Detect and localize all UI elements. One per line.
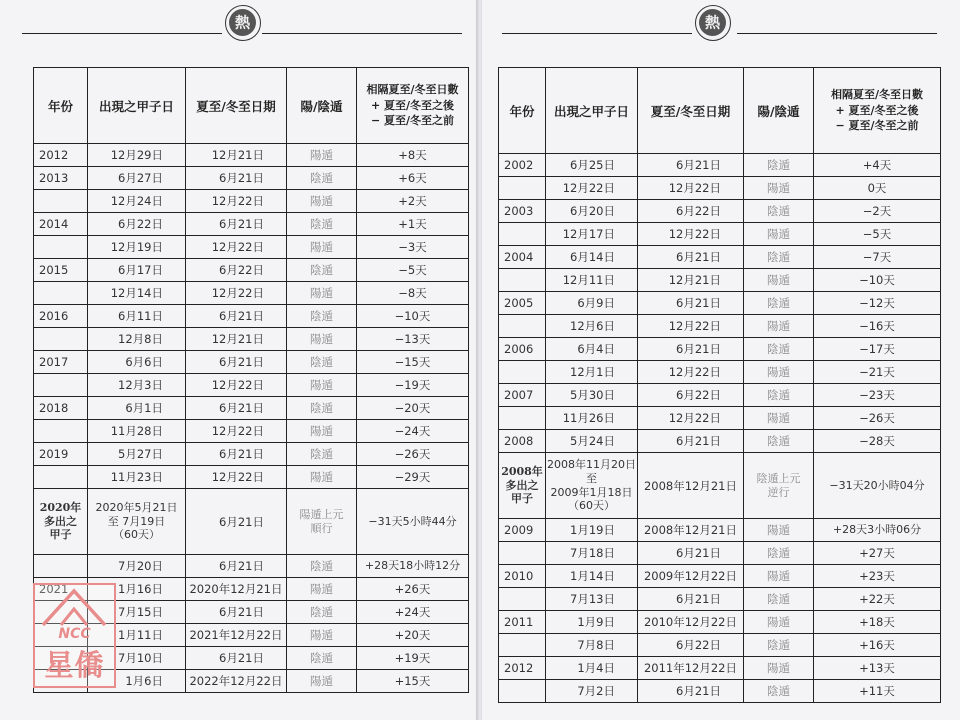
year-cell: 2011	[499, 611, 546, 634]
dun-cell: 陰遁	[287, 443, 357, 466]
ncc-watermark	[33, 583, 116, 688]
dun-cell: 陽遁	[287, 236, 357, 259]
table-row	[34, 374, 469, 397]
dun-cell: 陽遁	[287, 144, 357, 167]
interval-cell: −2天	[814, 200, 941, 223]
ncc-roof-logo-icon	[35, 585, 114, 630]
year-cell	[34, 555, 88, 578]
solstice-date-cell: 6月21日	[638, 246, 744, 269]
jiazi-day-cell: 12月19日	[88, 236, 186, 259]
table-row	[499, 292, 941, 315]
table-row	[499, 361, 941, 384]
interval-cell: +22天	[814, 588, 941, 611]
dun-cell: 陰遁上元 逆行	[744, 453, 814, 519]
table-row	[34, 190, 469, 213]
table-row	[499, 338, 941, 361]
interval-cell: −23天	[814, 384, 941, 407]
dun-cell: 陰遁	[287, 647, 357, 670]
solstice-date-cell: 6月21日	[186, 555, 287, 578]
jiazi-day-cell: 1月19日	[546, 519, 638, 542]
jiazi-day-cell: 6月9日	[546, 292, 638, 315]
dun-cell: 陰遁	[744, 430, 814, 453]
interval-cell: −29天	[357, 466, 469, 489]
dun-cell: 陽遁	[287, 190, 357, 213]
solstice-date-cell: 12月22日	[638, 361, 744, 384]
interval-cell: −26天	[814, 407, 941, 430]
year-cell: 2020年 多出之 甲子	[34, 489, 88, 555]
right-table	[498, 67, 941, 703]
dun-cell: 陰遁	[287, 259, 357, 282]
col-header-interval	[357, 68, 469, 144]
year-cell	[34, 236, 88, 259]
dun-cell: 陽遁	[744, 407, 814, 430]
dun-cell: 陽遁	[287, 328, 357, 351]
solstice-date-cell: 12月22日	[638, 407, 744, 430]
watermark-text-en: NCC	[58, 626, 91, 642]
table-row	[34, 213, 469, 236]
interval-cell: +28天3小時06分	[814, 519, 941, 542]
solstice-date-cell: 12月22日	[186, 282, 287, 305]
jiazi-day-cell: 6月1日	[88, 397, 186, 420]
table-row	[499, 565, 941, 588]
header-rule-left	[22, 33, 222, 34]
interval-cell: −3天	[357, 236, 469, 259]
table-header-row	[499, 68, 941, 154]
dun-cell: 陽遁	[287, 578, 357, 601]
dun-cell: 陽遁	[744, 519, 814, 542]
year-cell	[499, 315, 546, 338]
interval-cell: −20天	[357, 397, 469, 420]
solstice-date-cell: 6月21日	[186, 601, 287, 624]
year-cell: 2009	[499, 519, 546, 542]
solstice-date-cell: 6月21日	[186, 397, 287, 420]
interval-cell: −26天	[357, 443, 469, 466]
jiazi-day-cell: 11月28日	[88, 420, 186, 443]
solstice-date-cell: 12月21日	[638, 269, 744, 292]
jiazi-day-cell: 12月14日	[88, 282, 186, 305]
jiazi-day-cell: 12月11日	[546, 269, 638, 292]
table-row	[34, 328, 469, 351]
jiazi-day-cell: 7月2日	[546, 680, 638, 703]
col-header-dun: 陽/陰遁	[287, 68, 357, 144]
solstice-date-cell: 6月21日	[186, 167, 287, 190]
dun-cell: 陽遁	[287, 420, 357, 443]
dun-cell: 陽遁	[744, 269, 814, 292]
interval-cell: −15天	[357, 351, 469, 374]
dun-cell: 陽遁	[744, 565, 814, 588]
year-cell: 2015	[34, 259, 88, 282]
dun-cell: 陰遁	[287, 397, 357, 420]
jiazi-day-cell: 5月30日	[546, 384, 638, 407]
interval-cell: +11天	[814, 680, 941, 703]
table-row	[499, 634, 941, 657]
solstice-date-cell: 2022年12月22日	[186, 670, 287, 693]
table-row	[34, 443, 469, 466]
dun-cell: 陽遁	[287, 670, 357, 693]
solstice-date-cell: 6月22日	[638, 200, 744, 223]
dun-cell: 陽遁	[287, 466, 357, 489]
dun-cell: 陰遁	[287, 305, 357, 328]
interval-cell: −21天	[814, 361, 941, 384]
jiazi-day-cell: 6月20日	[546, 200, 638, 223]
solstice-date-cell: 6月22日	[186, 259, 287, 282]
year-cell	[499, 680, 546, 703]
interval-cell: +8天	[357, 144, 469, 167]
solstice-date-cell: 12月22日	[186, 190, 287, 213]
table-row	[34, 282, 469, 305]
dun-cell: 陰遁	[744, 292, 814, 315]
jiazi-day-cell: 1月9日	[546, 611, 638, 634]
dun-cell: 陰遁	[744, 542, 814, 565]
dun-cell: 陰遁	[287, 351, 357, 374]
interval-cell: −24天	[357, 420, 469, 443]
year-cell: 2008年 多出之 甲子	[499, 453, 546, 519]
solstice-date-cell: 6月22日	[638, 634, 744, 657]
col-header-interval	[814, 68, 941, 154]
solstice-date-cell: 12月22日	[186, 236, 287, 259]
dun-cell: 陰遁	[744, 384, 814, 407]
solstice-date-cell: 6月21日	[186, 489, 287, 555]
col-header-solstice-date: 夏至/冬至日期	[638, 68, 744, 154]
solstice-date-cell: 6月21日	[638, 430, 744, 453]
year-cell	[499, 223, 546, 246]
table-row	[34, 167, 469, 190]
interval-cell: −28天	[814, 430, 941, 453]
interval-cell: −12天	[814, 292, 941, 315]
table-row	[34, 466, 469, 489]
jiazi-day-cell: 1月4日	[546, 657, 638, 680]
solstice-date-cell: 2009年12月22日	[638, 565, 744, 588]
solstice-date-cell: 2020年12月21日	[186, 578, 287, 601]
jiazi-day-cell: 12月1日	[546, 361, 638, 384]
dun-cell: 陰遁	[287, 601, 357, 624]
year-cell: 2004	[499, 246, 546, 269]
jiazi-day-cell: 12月6日	[546, 315, 638, 338]
seal-glyph	[699, 9, 726, 36]
table-row-extra-jiazi	[34, 489, 469, 555]
solstice-date-cell: 12月22日	[638, 223, 744, 246]
solstice-date-cell: 12月22日	[186, 420, 287, 443]
table-row	[499, 384, 941, 407]
table-row	[499, 269, 941, 292]
jiazi-day-cell: 7月20日	[88, 555, 186, 578]
jiazi-day-cell: 11月26日	[546, 407, 638, 430]
table-row-extra-jiazi	[499, 453, 941, 519]
jiazi-day-cell: 2008年11月20日 至 2009年1月18日 （60天）	[546, 453, 638, 519]
table-row	[34, 305, 469, 328]
interval-cell: +15天	[357, 670, 469, 693]
interval-cell: +1天	[357, 213, 469, 236]
dun-cell: 陰遁	[744, 246, 814, 269]
table-row	[499, 519, 941, 542]
jiazi-day-cell: 6月4日	[546, 338, 638, 361]
solstice-date-cell: 6月21日	[638, 680, 744, 703]
interval-cell: +4天	[814, 154, 941, 177]
dun-cell: 陽遁	[744, 315, 814, 338]
table-row	[34, 420, 469, 443]
interval-cell: −13天	[357, 328, 469, 351]
year-cell	[34, 328, 88, 351]
solstice-date-cell: 6月21日	[186, 647, 287, 670]
jiazi-day-cell: 7月18日	[546, 542, 638, 565]
interval-cell: +16天	[814, 634, 941, 657]
table-row	[499, 315, 941, 338]
year-cell: 2003	[499, 200, 546, 223]
seal-emblem-icon	[695, 5, 731, 41]
year-cell	[499, 588, 546, 611]
year-cell	[499, 269, 546, 292]
year-cell: 2013	[34, 167, 88, 190]
year-cell	[499, 177, 546, 200]
year-cell: 2007	[499, 384, 546, 407]
year-cell: 2012	[34, 144, 88, 167]
jiazi-day-cell: 12月17日	[546, 223, 638, 246]
jiazi-day-cell: 7月15日	[88, 601, 186, 624]
interval-cell: −17天	[814, 338, 941, 361]
svg-text:熱: 熱	[704, 13, 721, 32]
interval-cell: +20天	[357, 624, 469, 647]
year-cell	[34, 190, 88, 213]
interval-cell: +28天18小時12分	[357, 555, 469, 578]
solstice-date-cell: 12月22日	[638, 315, 744, 338]
jiazi-day-cell: 12月3日	[88, 374, 186, 397]
solstice-date-cell: 6月21日	[638, 292, 744, 315]
jiazi-day-cell: 1月16日	[88, 578, 186, 601]
table-row	[34, 144, 469, 167]
jiazi-day-cell: 11月23日	[88, 466, 186, 489]
table-row	[34, 397, 469, 420]
seal-emblem-icon	[225, 5, 261, 41]
year-cell: 2002	[499, 154, 546, 177]
solstice-date-cell: 6月22日	[638, 384, 744, 407]
solstice-date-cell: 6月21日	[186, 443, 287, 466]
table-row	[499, 430, 941, 453]
jiazi-day-cell: 7月10日	[88, 647, 186, 670]
dun-cell: 陽遁	[287, 374, 357, 397]
interval-cell: +2天	[357, 190, 469, 213]
interval-cell: +6天	[357, 167, 469, 190]
interval-cell: 0天	[814, 177, 941, 200]
table-row	[499, 223, 941, 246]
dun-cell: 陰遁	[744, 680, 814, 703]
year-cell: 2018	[34, 397, 88, 420]
table-row	[499, 200, 941, 223]
header-rule-left	[502, 33, 692, 34]
col-header-year: 年份	[34, 68, 88, 144]
solstice-date-cell: 6月21日	[638, 154, 744, 177]
jiazi-day-cell: 6月6日	[88, 351, 186, 374]
table-row	[499, 611, 941, 634]
solstice-date-cell: 12月22日	[638, 177, 744, 200]
solstice-date-cell: 6月21日	[186, 351, 287, 374]
dun-cell: 陰遁	[744, 634, 814, 657]
interval-cell: −16天	[814, 315, 941, 338]
jiazi-day-cell: 5月24日	[546, 430, 638, 453]
jiazi-day-cell: 6月11日	[88, 305, 186, 328]
solstice-date-cell: 2011年12月22日	[638, 657, 744, 680]
solstice-date-cell: 6月21日	[638, 542, 744, 565]
dun-cell: 陰遁	[287, 213, 357, 236]
right-page	[482, 0, 960, 720]
year-cell: 2014	[34, 213, 88, 236]
interval-cell: −31天5小時44分	[357, 489, 469, 555]
header-rule-right	[737, 33, 937, 34]
year-cell: 2005	[499, 292, 546, 315]
interval-header-line: 相隔夏至/冬至日數	[366, 82, 459, 96]
year-cell	[34, 374, 88, 397]
interval-cell: +26天	[357, 578, 469, 601]
interval-cell: −19天	[357, 374, 469, 397]
year-cell: 2021	[34, 578, 88, 601]
dun-cell: 陰遁	[744, 338, 814, 361]
interval-header-line: + 夏至/冬至之後	[835, 103, 919, 117]
interval-cell: −10天	[357, 305, 469, 328]
dun-cell: 陽遁	[744, 611, 814, 634]
solstice-date-cell: 2021年12月22日	[186, 624, 287, 647]
jiazi-day-cell: 6月17日	[88, 259, 186, 282]
jiazi-day-cell: 12月8日	[88, 328, 186, 351]
jiazi-day-cell: 2020年5月21日 至 7月19日 （60天）	[88, 489, 186, 555]
year-cell: 2010	[499, 565, 546, 588]
solstice-date-cell: 12月22日	[186, 466, 287, 489]
dun-cell: 陽遁	[744, 223, 814, 246]
interval-cell: +24天	[357, 601, 469, 624]
interval-header-line: 相隔夏至/冬至日數	[830, 87, 924, 101]
interval-cell: −8天	[357, 282, 469, 305]
year-cell	[499, 634, 546, 657]
col-header-jiazi-day: 出現之甲子日	[546, 68, 638, 154]
jiazi-day-cell: 6月22日	[88, 213, 186, 236]
table-row	[499, 407, 941, 430]
year-cell: 2017	[34, 351, 88, 374]
table-row	[34, 236, 469, 259]
solstice-date-cell: 2010年12月22日	[638, 611, 744, 634]
solstice-date-cell: 12月22日	[186, 374, 287, 397]
year-cell: 2008	[499, 430, 546, 453]
solstice-date-cell: 6月21日	[638, 338, 744, 361]
jiazi-day-cell: 7月13日	[546, 588, 638, 611]
dun-cell: 陽遁	[744, 657, 814, 680]
dun-cell: 陰遁	[744, 154, 814, 177]
jiazi-day-cell: 5月27日	[88, 443, 186, 466]
table-row	[499, 657, 941, 680]
jiazi-day-cell: 7月8日	[546, 634, 638, 657]
jiazi-day-cell: 12月24日	[88, 190, 186, 213]
table-row	[34, 351, 469, 374]
table-header-row	[34, 68, 469, 144]
year-cell: 2012	[499, 657, 546, 680]
year-cell	[499, 542, 546, 565]
jiazi-day-cell: 12月29日	[88, 144, 186, 167]
table-row	[499, 588, 941, 611]
year-cell: 2016	[34, 305, 88, 328]
year-cell	[499, 407, 546, 430]
table-row	[499, 246, 941, 269]
col-header-solstice-date: 夏至/冬至日期	[186, 68, 287, 144]
year-cell: 2006	[499, 338, 546, 361]
col-header-jiazi-day: 出現之甲子日	[88, 68, 186, 144]
table-row	[499, 542, 941, 565]
interval-header-line: − 夏至/冬至之前	[370, 114, 455, 128]
interval-cell: −5天	[357, 259, 469, 282]
header-rule-right	[262, 33, 462, 34]
interval-cell: −7天	[814, 246, 941, 269]
col-header-dun: 陽/陰遁	[744, 68, 814, 154]
jiazi-day-cell: 1月6日	[88, 670, 186, 693]
solstice-date-cell: 2008年12月21日	[638, 453, 744, 519]
interval-header-line: + 夏至/冬至之後	[370, 98, 455, 112]
solstice-date-cell: 6月21日	[186, 213, 287, 236]
solstice-date-cell: 6月21日	[638, 588, 744, 611]
interval-header-line: − 夏至/冬至之前	[835, 119, 919, 133]
seal-glyph	[229, 9, 256, 36]
table-row	[34, 555, 469, 578]
solstice-date-cell: 12月21日	[186, 328, 287, 351]
dun-cell: 陽遁	[287, 282, 357, 305]
solstice-date-cell: 12月21日	[186, 144, 287, 167]
dun-cell: 陽遁	[287, 624, 357, 647]
dun-cell: 陽遁上元 順行	[287, 489, 357, 555]
dun-cell: 陽遁	[744, 177, 814, 200]
solstice-date-cell: 6月21日	[186, 305, 287, 328]
jiazi-day-cell: 12月22日	[546, 177, 638, 200]
table-row	[499, 680, 941, 703]
dun-cell: 陽遁	[744, 361, 814, 384]
interval-cell: −10天	[814, 269, 941, 292]
interval-cell: +13天	[814, 657, 941, 680]
watermark-text-zh: 星僑	[44, 648, 105, 682]
year-cell	[34, 282, 88, 305]
interval-cell: +23天	[814, 565, 941, 588]
dun-cell: 陰遁	[287, 167, 357, 190]
jiazi-day-cell: 6月25日	[546, 154, 638, 177]
solstice-date-cell: 2008年12月21日	[638, 519, 744, 542]
interval-cell: −5天	[814, 223, 941, 246]
dun-cell: 陰遁	[744, 588, 814, 611]
interval-cell: −31天20小時04分	[814, 453, 941, 519]
dun-cell: 陰遁	[287, 555, 357, 578]
jiazi-day-cell: 1月11日	[88, 624, 186, 647]
year-cell	[34, 466, 88, 489]
table-row	[499, 154, 941, 177]
table-row	[34, 259, 469, 282]
year-cell	[34, 420, 88, 443]
col-header-year: 年份	[499, 68, 546, 154]
interval-cell: +27天	[814, 542, 941, 565]
jiazi-day-cell: 6月27日	[88, 167, 186, 190]
interval-cell: +18天	[814, 611, 941, 634]
year-cell: 2019	[34, 443, 88, 466]
jiazi-day-cell: 6月14日	[546, 246, 638, 269]
year-cell	[499, 361, 546, 384]
dun-cell: 陰遁	[744, 200, 814, 223]
jiazi-day-cell: 1月14日	[546, 565, 638, 588]
svg-text:熱: 熱	[234, 13, 251, 32]
interval-cell: +19天	[357, 647, 469, 670]
table-row	[499, 177, 941, 200]
